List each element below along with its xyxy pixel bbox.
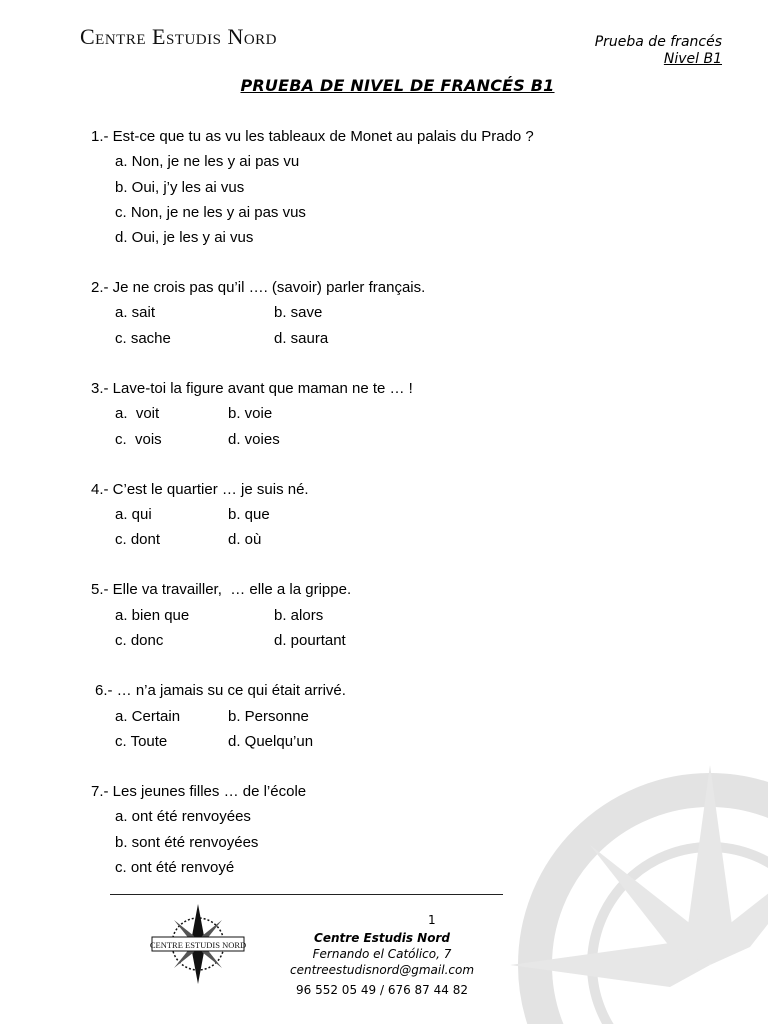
q6-option-c: c. Toute	[115, 733, 168, 750]
q4-option-a: a. qui	[115, 506, 152, 523]
q3-option-c: c. vois	[115, 431, 162, 448]
q7-option-b: b. sont été renvoyées	[115, 834, 259, 851]
q5-option-b: b. alors	[274, 607, 324, 624]
seal-text: CENTRE ESTUDIS NORD	[150, 940, 246, 950]
q4-option-c: c. dont	[115, 531, 161, 548]
q7-option-a: a. ont été renvoyées	[115, 808, 251, 825]
compass-rose-icon	[150, 904, 246, 984]
q6-option-d: d. Quelqu’un	[228, 733, 314, 750]
q4-option-d: d. où	[228, 531, 262, 548]
q2-option-d: d. saura	[274, 330, 329, 347]
q4-option-b: b. que	[228, 506, 270, 523]
header-right	[595, 34, 722, 68]
q2-option-a: a. sait	[115, 304, 156, 321]
q3-option-b: b. voie	[228, 405, 273, 422]
footer-address: Fernando el Católico, 7	[312, 947, 452, 961]
header-level: Nivel B1	[663, 51, 722, 67]
footer-divider	[110, 894, 503, 895]
question-5: 5.- Elle va travailler, … elle a la grippe.	[91, 581, 352, 598]
question-6: 6.- … n’a jamais su ce qui était arrivé.	[95, 682, 346, 699]
q1-option-a: a. Non, je ne les y ai pas vu	[115, 153, 300, 170]
page-number: 1	[428, 913, 436, 927]
q6-option-b: b. Personne	[228, 708, 309, 725]
q5-option-a: a. bien que	[115, 607, 190, 624]
q5-option-d: d. pourtant	[274, 632, 346, 649]
footer-seal-logo	[150, 904, 246, 984]
q1-option-d: d. Oui, je les y ai vus	[115, 229, 254, 246]
footer-phone: 96 552 05 49 / 676 87 44 82	[296, 983, 468, 997]
q3-option-a: a. voit	[115, 405, 160, 422]
q7-option-c: c. ont été renvoyé	[115, 859, 235, 876]
question-3: 3.- Lave-toi la figure avant que maman ne te … !	[91, 380, 413, 397]
q3-option-d: d. voies	[228, 431, 280, 448]
page-title: PRUEBA DE NIVEL DE FRANCÉS B1	[240, 76, 555, 95]
question-7: 7.- Les jeunes filles … de l’école	[91, 783, 307, 800]
compass-watermark-icon	[505, 760, 768, 1024]
q1-option-c: c. Non, je ne les y ai pas vus	[115, 204, 306, 221]
compass-watermark	[505, 760, 768, 1024]
question-4: 4.- C’est le quartier … je suis né.	[91, 481, 309, 498]
q6-option-a: a. Certain	[115, 708, 181, 725]
question-1: 1.- Est-ce que tu as vu les tableaux de Monet au palais du Prado ?	[91, 128, 534, 145]
q1-option-b: b. Oui, j’y les ai vus	[115, 179, 245, 196]
logo-wordmark: Centre Estudis Nord	[80, 24, 278, 49]
q2-option-c: c. sache	[115, 330, 171, 347]
q2-option-b: b. save	[274, 304, 323, 321]
question-2: 2.- Je ne crois pas qu’il …. (savoir) parler français.	[91, 279, 426, 296]
header-subject: Prueba de francés	[594, 34, 722, 50]
q5-option-c: c. donc	[115, 632, 164, 649]
footer-name: Centre Estudis Nord	[314, 931, 450, 945]
footer-contact	[262, 930, 502, 998]
footer-email: centreestudisnord@gmail.com	[289, 963, 475, 977]
